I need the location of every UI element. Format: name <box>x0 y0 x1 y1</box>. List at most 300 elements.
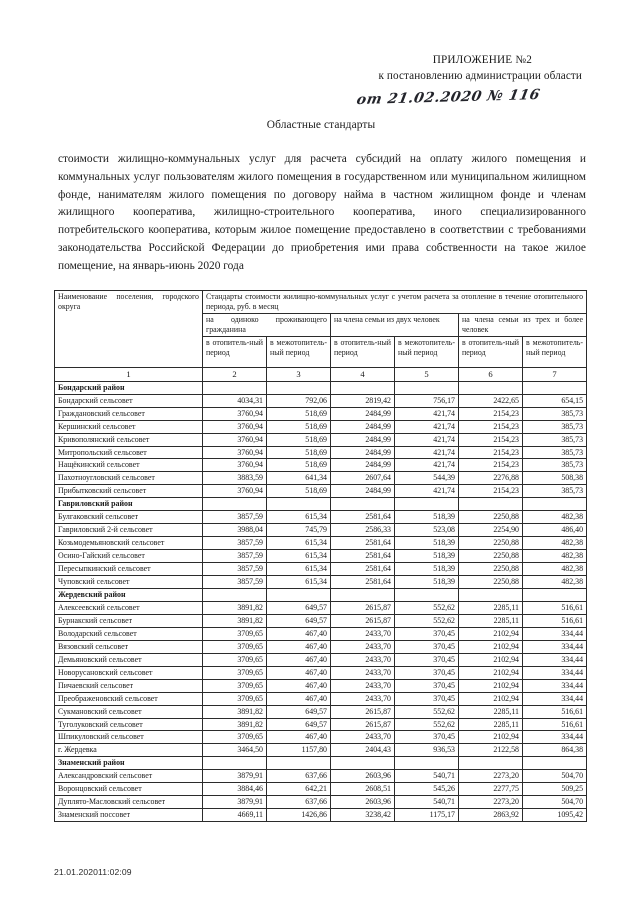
table-row <box>55 524 587 537</box>
value-cell-7: 516,61 <box>523 614 587 627</box>
value-cell-2: 3891,82 <box>203 718 267 731</box>
value-cell-6: 2285,11 <box>459 705 523 718</box>
value-cell-3: 792,06 <box>267 394 331 407</box>
district-empty-cell <box>267 757 331 770</box>
value-cell-3: 642,21 <box>267 783 331 796</box>
settlement-name: Новорусановский сельсовет <box>55 666 203 679</box>
value-cell-5: 552,62 <box>395 601 459 614</box>
value-cell-5: 1175,17 <box>395 809 459 822</box>
district-empty-cell <box>267 498 331 511</box>
value-cell-5: 421,74 <box>395 459 459 472</box>
header-number-5: 5 <box>395 367 459 381</box>
district-empty-cell <box>203 381 267 394</box>
table-row <box>55 433 587 446</box>
table-row <box>55 576 587 589</box>
district-empty-cell <box>523 757 587 770</box>
value-cell-6: 2102,94 <box>459 731 523 744</box>
district-row <box>55 589 587 602</box>
district-empty-cell <box>267 381 331 394</box>
table-row <box>55 744 587 757</box>
header-sub-2: в межотопитель-ный период <box>267 336 331 367</box>
value-cell-2: 3857,59 <box>203 576 267 589</box>
value-cell-5: 518,39 <box>395 550 459 563</box>
value-cell-5: 552,62 <box>395 705 459 718</box>
value-cell-7: 482,38 <box>523 576 587 589</box>
table-row <box>55 692 587 705</box>
district-empty-cell <box>203 498 267 511</box>
settlement-name: Воронцовский сельсовет <box>55 783 203 796</box>
value-cell-5: 540,71 <box>395 796 459 809</box>
value-cell-3: 649,57 <box>267 614 331 627</box>
district-name: Знаменский район <box>55 757 203 770</box>
value-cell-2: 3760,94 <box>203 485 267 498</box>
value-cell-3: 518,69 <box>267 407 331 420</box>
header-sub-5: в отопитель-ный период <box>459 336 523 367</box>
value-cell-3: 518,69 <box>267 485 331 498</box>
settlement-name: Нащёкинский сельсовет <box>55 459 203 472</box>
settlement-name: Знаменский поссовет <box>55 809 203 822</box>
print-timestamp: 21.01.202011:02:09 <box>54 867 132 877</box>
value-cell-6: 2250,88 <box>459 576 523 589</box>
table-row <box>55 627 587 640</box>
value-cell-5: 936,53 <box>395 744 459 757</box>
value-cell-3: 637,66 <box>267 770 331 783</box>
table-row <box>55 809 587 822</box>
district-empty-cell <box>395 757 459 770</box>
value-cell-6: 2276,88 <box>459 472 523 485</box>
value-cell-6: 2122,58 <box>459 744 523 757</box>
settlement-name: Дуплято-Масловский сельсовет <box>55 796 203 809</box>
settlement-name: Туголуковский сельсовет <box>55 718 203 731</box>
value-cell-3: 467,40 <box>267 679 331 692</box>
value-cell-2: 3857,59 <box>203 550 267 563</box>
value-cell-6: 2154,23 <box>459 446 523 459</box>
table-row <box>55 770 587 783</box>
header-group-two: на члена семьи из двух человек <box>331 314 459 337</box>
value-cell-4: 2581,64 <box>331 537 395 550</box>
settlement-name: Преображеновский сельсовет <box>55 692 203 705</box>
value-cell-3: 467,40 <box>267 731 331 744</box>
district-empty-cell <box>459 757 523 770</box>
value-cell-4: 2484,99 <box>331 407 395 420</box>
settlement-name: Козьмодемьяновский сельсовет <box>55 537 203 550</box>
value-cell-4: 2433,70 <box>331 692 395 705</box>
value-cell-6: 2102,94 <box>459 640 523 653</box>
value-cell-3: 518,69 <box>267 420 331 433</box>
value-cell-2: 3709,65 <box>203 679 267 692</box>
value-cell-4: 2819,42 <box>331 394 395 407</box>
value-cell-5: 370,45 <box>395 640 459 653</box>
settlement-name: Прибытковский сельсовет <box>55 485 203 498</box>
value-cell-4: 3238,42 <box>331 809 395 822</box>
table-row <box>55 485 587 498</box>
value-cell-3: 649,57 <box>267 718 331 731</box>
settlement-name: Пахотноугловский сельсовет <box>55 472 203 485</box>
value-cell-7: 516,61 <box>523 705 587 718</box>
value-cell-4: 2607,64 <box>331 472 395 485</box>
value-cell-6: 2154,23 <box>459 407 523 420</box>
value-cell-4: 2581,64 <box>331 550 395 563</box>
value-cell-7: 334,44 <box>523 731 587 744</box>
value-cell-5: 370,45 <box>395 666 459 679</box>
value-cell-7: 508,38 <box>523 472 587 485</box>
value-cell-2: 3988,04 <box>203 524 267 537</box>
header-number-2: 2 <box>203 367 267 381</box>
value-cell-5: 518,39 <box>395 576 459 589</box>
table-body <box>55 381 587 821</box>
value-cell-6: 2102,94 <box>459 679 523 692</box>
value-cell-5: 518,39 <box>395 511 459 524</box>
header-number-6: 6 <box>459 367 523 381</box>
settlement-name: Митропольский сельсовет <box>55 446 203 459</box>
value-cell-6: 2285,11 <box>459 614 523 627</box>
page-title: Областные стандарты <box>266 118 376 131</box>
value-cell-2: 3709,65 <box>203 692 267 705</box>
value-cell-2: 3879,91 <box>203 770 267 783</box>
value-cell-5: 552,62 <box>395 614 459 627</box>
district-empty-cell <box>331 498 395 511</box>
value-cell-3: 615,34 <box>267 537 331 550</box>
table-row <box>55 394 587 407</box>
value-cell-2: 3464,50 <box>203 744 267 757</box>
settlement-name: Пичаевский сельсовет <box>55 679 203 692</box>
value-cell-2: 3857,59 <box>203 537 267 550</box>
value-cell-6: 2254,90 <box>459 524 523 537</box>
district-empty-cell <box>203 589 267 602</box>
settlement-name: Граждановский сельсовет <box>55 407 203 420</box>
value-cell-6: 2422,65 <box>459 394 523 407</box>
value-cell-2: 4669,11 <box>203 809 267 822</box>
value-cell-7: 482,38 <box>523 550 587 563</box>
value-cell-7: 385,73 <box>523 485 587 498</box>
value-cell-4: 2433,70 <box>331 679 395 692</box>
value-cell-4: 2433,70 <box>331 666 395 679</box>
value-cell-6: 2277,75 <box>459 783 523 796</box>
header-number-7: 7 <box>523 367 587 381</box>
value-cell-3: 615,34 <box>267 511 331 524</box>
value-cell-2: 3760,94 <box>203 407 267 420</box>
district-empty-cell <box>523 498 587 511</box>
value-cell-7: 482,38 <box>523 563 587 576</box>
standards-table <box>54 290 587 822</box>
district-empty-cell <box>331 589 395 602</box>
header-group-single: на одиноко проживающего гражданина <box>203 314 331 337</box>
value-cell-3: 745,79 <box>267 524 331 537</box>
value-cell-7: 334,44 <box>523 679 587 692</box>
header-group-three-plus: на члена семьи из трех и более человек <box>459 314 587 337</box>
value-cell-4: 2586,33 <box>331 524 395 537</box>
header-sub-1: в отопитель-ный период <box>203 336 267 367</box>
settlement-name: Володарский сельсовет <box>55 627 203 640</box>
value-cell-5: 370,45 <box>395 692 459 705</box>
value-cell-3: 641,34 <box>267 472 331 485</box>
district-name: Бондарский район <box>55 381 203 394</box>
value-cell-4: 2404,43 <box>331 744 395 757</box>
value-cell-3: 467,40 <box>267 627 331 640</box>
value-cell-6: 2154,23 <box>459 485 523 498</box>
table-row <box>55 472 587 485</box>
settlement-name: Александровский сельсовет <box>55 770 203 783</box>
value-cell-7: 334,44 <box>523 666 587 679</box>
value-cell-2: 3709,65 <box>203 666 267 679</box>
value-cell-4: 2615,87 <box>331 718 395 731</box>
table-row <box>55 537 587 550</box>
value-cell-3: 615,34 <box>267 550 331 563</box>
value-cell-6: 2154,23 <box>459 420 523 433</box>
table-row <box>55 679 587 692</box>
value-cell-5: 518,39 <box>395 563 459 576</box>
value-cell-7: 334,44 <box>523 640 587 653</box>
value-cell-4: 2484,99 <box>331 433 395 446</box>
settlement-name: Демьяновский сельсовет <box>55 653 203 666</box>
value-cell-4: 2433,70 <box>331 640 395 653</box>
value-cell-7: 1095,42 <box>523 809 587 822</box>
table-row <box>55 640 587 653</box>
value-cell-7: 482,38 <box>523 511 587 524</box>
table-row <box>55 511 587 524</box>
value-cell-5: 421,74 <box>395 433 459 446</box>
value-cell-4: 2581,64 <box>331 563 395 576</box>
value-cell-6: 2102,94 <box>459 653 523 666</box>
table-row <box>55 783 587 796</box>
settlement-name: Булгаковский сельсовет <box>55 511 203 524</box>
value-cell-6: 2250,88 <box>459 550 523 563</box>
value-cell-2: 3709,65 <box>203 640 267 653</box>
table-row <box>55 420 587 433</box>
table-head <box>55 291 587 382</box>
value-cell-6: 2285,11 <box>459 718 523 731</box>
value-cell-6: 2285,11 <box>459 601 523 614</box>
value-cell-4: 2484,99 <box>331 459 395 472</box>
value-cell-2: 3883,59 <box>203 472 267 485</box>
value-cell-3: 615,34 <box>267 563 331 576</box>
district-empty-cell <box>331 757 395 770</box>
table-row <box>55 718 587 731</box>
settlement-name: Чуповский сельсовет <box>55 576 203 589</box>
header-number-3: 3 <box>267 367 331 381</box>
value-cell-5: 544,39 <box>395 472 459 485</box>
value-cell-3: 1426,86 <box>267 809 331 822</box>
district-name: Гавриловский район <box>55 498 203 511</box>
table-row <box>55 459 587 472</box>
settlement-name: Гавриловский 2-й сельсовет <box>55 524 203 537</box>
value-cell-2: 3760,94 <box>203 420 267 433</box>
table-row <box>55 666 587 679</box>
district-empty-cell <box>459 589 523 602</box>
value-cell-5: 370,45 <box>395 627 459 640</box>
value-cell-6: 2102,94 <box>459 692 523 705</box>
value-cell-2: 3884,46 <box>203 783 267 796</box>
value-cell-5: 421,74 <box>395 446 459 459</box>
header-sub-3: в отопитель-ный период <box>331 336 395 367</box>
value-cell-6: 2102,94 <box>459 627 523 640</box>
settlement-name: Пересыпкинский сельсовет <box>55 563 203 576</box>
value-cell-4: 2603,96 <box>331 796 395 809</box>
district-empty-cell <box>459 498 523 511</box>
value-cell-2: 3760,94 <box>203 446 267 459</box>
settlement-name: г. Жердевка <box>55 744 203 757</box>
value-cell-4: 2484,99 <box>331 485 395 498</box>
value-cell-4: 2615,87 <box>331 601 395 614</box>
handwritten-date: от 21.02.2020 № 116 <box>355 87 542 109</box>
decree-reference: к постановлению администрации области <box>378 70 582 83</box>
district-empty-cell <box>395 589 459 602</box>
value-cell-4: 2581,64 <box>331 511 395 524</box>
table-row <box>55 601 587 614</box>
table-row <box>55 731 587 744</box>
value-cell-2: 3879,91 <box>203 796 267 809</box>
value-cell-3: 615,34 <box>267 576 331 589</box>
table-header-row-main <box>55 291 587 314</box>
appendix-label: ПРИЛОЖЕНИЕ №2 <box>432 54 532 66</box>
value-cell-4: 2484,99 <box>331 446 395 459</box>
value-cell-3: 518,69 <box>267 446 331 459</box>
value-cell-3: 467,40 <box>267 640 331 653</box>
settlement-name: Сукмановский сельсовет <box>55 705 203 718</box>
value-cell-7: 654,15 <box>523 394 587 407</box>
value-cell-5: 756,17 <box>395 394 459 407</box>
value-cell-7: 516,61 <box>523 601 587 614</box>
value-cell-2: 3891,82 <box>203 614 267 627</box>
value-cell-7: 334,44 <box>523 692 587 705</box>
value-cell-2: 3709,65 <box>203 627 267 640</box>
settlement-name: Кривополянский сельсовет <box>55 433 203 446</box>
value-cell-4: 2433,70 <box>331 653 395 666</box>
value-cell-6: 2250,88 <box>459 511 523 524</box>
table-row <box>55 705 587 718</box>
header-sub-4: в межотопитель-ный период <box>395 336 459 367</box>
settlement-name: Вязовский сельсовет <box>55 640 203 653</box>
value-cell-5: 370,45 <box>395 679 459 692</box>
district-row <box>55 757 587 770</box>
value-cell-6: 2863,92 <box>459 809 523 822</box>
value-cell-5: 523,08 <box>395 524 459 537</box>
value-cell-3: 649,57 <box>267 705 331 718</box>
document-header <box>54 52 588 109</box>
settlement-name: Бурнакский сельсовет <box>55 614 203 627</box>
value-cell-6: 2273,20 <box>459 796 523 809</box>
value-cell-2: 3891,82 <box>203 705 267 718</box>
value-cell-5: 421,74 <box>395 407 459 420</box>
value-cell-5: 540,71 <box>395 770 459 783</box>
value-cell-7: 509,25 <box>523 783 587 796</box>
value-cell-4: 2608,51 <box>331 783 395 796</box>
table-row <box>55 407 587 420</box>
value-cell-6: 2154,23 <box>459 433 523 446</box>
district-empty-cell <box>203 757 267 770</box>
district-empty-cell <box>523 589 587 602</box>
value-cell-2: 3891,82 <box>203 601 267 614</box>
value-cell-7: 864,38 <box>523 744 587 757</box>
value-cell-5: 545,26 <box>395 783 459 796</box>
settlement-name: Алексеевский сельсовет <box>55 601 203 614</box>
value-cell-5: 552,62 <box>395 718 459 731</box>
district-row <box>55 381 587 394</box>
value-cell-7: 334,44 <box>523 627 587 640</box>
value-cell-6: 2154,23 <box>459 459 523 472</box>
value-cell-4: 2615,87 <box>331 614 395 627</box>
table-row <box>55 446 587 459</box>
value-cell-7: 504,70 <box>523 796 587 809</box>
header-number-1: 1 <box>55 367 203 381</box>
value-cell-7: 385,73 <box>523 459 587 472</box>
district-row <box>55 498 587 511</box>
district-empty-cell <box>331 381 395 394</box>
settlement-name: Бондарский сельсовет <box>55 394 203 407</box>
district-empty-cell <box>523 381 587 394</box>
value-cell-4: 2615,87 <box>331 705 395 718</box>
value-cell-4: 2433,70 <box>331 627 395 640</box>
lead-paragraph: стоимости жилищно-коммунальных услуг для расчета субсидий на оплату жилого помещения и коммунальных услуг пользователям жилого помещения в государственном или муниципальном жилищном фонде, нанимателям жилого помещения по договору найма в частном жилищном фонде и членам жилищного кооператива, жилищно-строительного кооператива, иного специализированного потребительского кооператива, которым жилое помещение предоставлено в соответствии с требованиями законодательства Российской Федерации до приобретения ими права собственности на такое жилое помещение, на январь-июнь 2020 года <box>58 152 586 273</box>
value-cell-7: 334,44 <box>523 653 587 666</box>
value-cell-7: 486,40 <box>523 524 587 537</box>
value-cell-5: 370,45 <box>395 731 459 744</box>
value-cell-4: 2581,64 <box>331 576 395 589</box>
header-sub-6: в межотопитель-ный период <box>523 336 587 367</box>
value-cell-3: 467,40 <box>267 666 331 679</box>
value-cell-6: 2250,88 <box>459 537 523 550</box>
value-cell-7: 504,70 <box>523 770 587 783</box>
value-cell-4: 2603,96 <box>331 770 395 783</box>
table-row <box>55 550 587 563</box>
value-cell-2: 3709,65 <box>203 653 267 666</box>
table-row <box>55 614 587 627</box>
value-cell-2: 3760,94 <box>203 459 267 472</box>
district-empty-cell <box>459 381 523 394</box>
value-cell-3: 637,66 <box>267 796 331 809</box>
value-cell-5: 518,39 <box>395 537 459 550</box>
header-group-main: Стандарты стоимости жилищно-коммунальных услуг с учетом расчета за отопление в течение отопительного периода, руб. в месяц <box>203 291 587 314</box>
value-cell-2: 4034,31 <box>203 394 267 407</box>
value-cell-7: 385,73 <box>523 420 587 433</box>
value-cell-7: 516,61 <box>523 718 587 731</box>
settlement-name: Шпикуловский сельсовет <box>55 731 203 744</box>
value-cell-2: 3857,59 <box>203 511 267 524</box>
table-row <box>55 563 587 576</box>
value-cell-7: 385,73 <box>523 446 587 459</box>
value-cell-2: 3709,65 <box>203 731 267 744</box>
header-number-4: 4 <box>331 367 395 381</box>
value-cell-4: 2484,99 <box>331 420 395 433</box>
table-row <box>55 796 587 809</box>
value-cell-5: 370,45 <box>395 653 459 666</box>
district-empty-cell <box>267 589 331 602</box>
settlement-name: Кершинский сельсовет <box>55 420 203 433</box>
value-cell-3: 518,69 <box>267 459 331 472</box>
value-cell-3: 649,57 <box>267 601 331 614</box>
district-empty-cell <box>395 498 459 511</box>
value-cell-5: 421,74 <box>395 485 459 498</box>
value-cell-7: 482,38 <box>523 537 587 550</box>
value-cell-7: 385,73 <box>523 433 587 446</box>
value-cell-6: 2250,88 <box>459 563 523 576</box>
table-header-row-numbers <box>55 367 587 381</box>
header-col-name: Наименование поселения, городского округа <box>55 291 203 368</box>
value-cell-6: 2102,94 <box>459 666 523 679</box>
district-name: Жердевский район <box>55 589 203 602</box>
value-cell-4: 2433,70 <box>331 731 395 744</box>
value-cell-3: 1157,80 <box>267 744 331 757</box>
value-cell-2: 3857,59 <box>203 563 267 576</box>
district-empty-cell <box>395 381 459 394</box>
value-cell-5: 421,74 <box>395 420 459 433</box>
value-cell-3: 467,40 <box>267 653 331 666</box>
value-cell-7: 385,73 <box>523 407 587 420</box>
table-row <box>55 653 587 666</box>
value-cell-2: 3760,94 <box>203 433 267 446</box>
value-cell-6: 2273,20 <box>459 770 523 783</box>
value-cell-3: 518,69 <box>267 433 331 446</box>
